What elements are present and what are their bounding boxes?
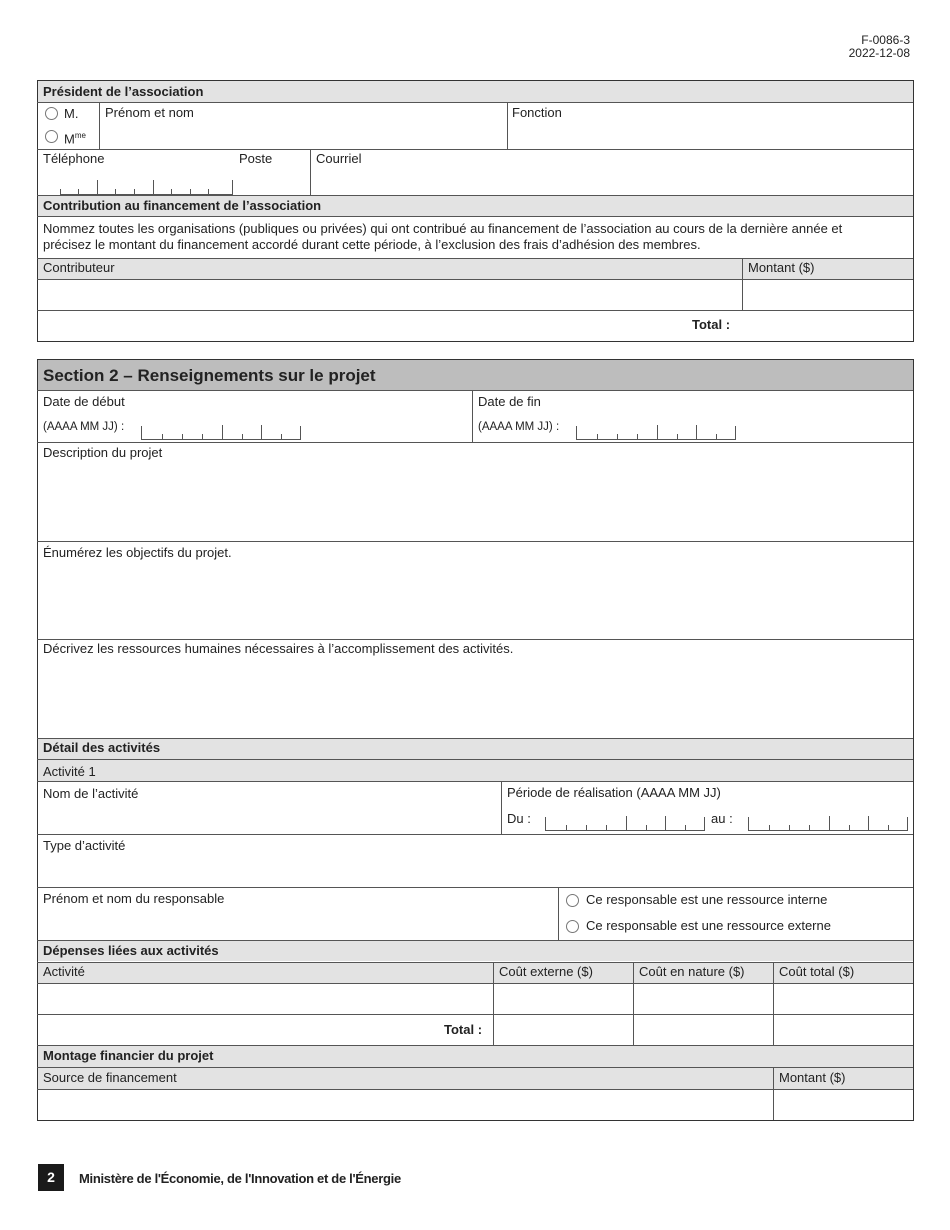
phone-field[interactable] <box>60 181 233 195</box>
activity-name-field[interactable] <box>38 802 500 833</box>
ext-label: Poste <box>239 151 273 166</box>
period-label: Période de réalisation (AAAA MM JJ) <box>507 785 721 800</box>
end-date-field[interactable] <box>576 426 736 440</box>
expense-in-kind-field[interactable] <box>634 984 772 1013</box>
radio-madam[interactable] <box>45 130 58 143</box>
resources-label: Décrivez les ressources humaines nécessaires à l’accomplissement des activités. <box>43 641 514 656</box>
expenses-grand-total-field[interactable] <box>774 1015 912 1044</box>
manager-field[interactable] <box>38 907 557 939</box>
expense-total-field[interactable] <box>774 984 912 1013</box>
end-date-label: Date de fin <box>478 394 541 409</box>
radio-internal[interactable] <box>566 894 579 907</box>
activity-type-field[interactable] <box>38 855 912 886</box>
activities-title: Détail des activités <box>43 740 161 755</box>
form-code: F-0086-3 <box>861 33 910 47</box>
financing-title: Montage financier du projet <box>43 1048 214 1063</box>
objectives-field[interactable] <box>38 562 912 638</box>
period-to-field[interactable] <box>748 817 908 831</box>
expenses-activity-col: Activité <box>43 964 85 979</box>
expenses-in-kind-col: Coût en nature ($) <box>639 964 745 979</box>
expenses-title: Dépenses liées aux activités <box>43 943 219 958</box>
financing-source-field[interactable] <box>38 1090 772 1119</box>
contribution-instructions-1: Nommez toutes les organisations (publiques ou privées) qui ont contribué au financement de l’association au cours de la dernière année et <box>43 221 843 236</box>
president-name-field[interactable] <box>100 120 506 148</box>
president-title: Président de l’association <box>43 84 204 99</box>
contribution-title: Contribution au financement de l’association <box>43 198 322 213</box>
financing-amount-field[interactable] <box>774 1090 912 1119</box>
contributor-field[interactable] <box>38 280 741 309</box>
page-number-badge <box>38 1164 64 1191</box>
description-label: Description du projet <box>43 445 163 460</box>
expenses-external-col: Coût externe ($) <box>499 964 593 979</box>
form-date: 2022-12-08 <box>848 46 910 60</box>
financing-source-col: Source de financement <box>43 1070 177 1085</box>
activity-type-label: Type d’activité <box>43 838 126 853</box>
president-function-field[interactable] <box>508 120 912 148</box>
manager-label: Prénom et nom du responsable <box>43 891 225 906</box>
name-label: Prénom et nom <box>105 105 194 120</box>
from-label: Du : <box>507 811 531 826</box>
expenses-total-col: Coût total ($) <box>779 964 855 979</box>
phone-label: Téléphone <box>43 151 105 166</box>
external-option-label: Ce responsable est une ressource externe <box>586 918 831 933</box>
page-number: 2 <box>47 1169 55 1185</box>
financing-amount-col: Montant ($) <box>779 1070 846 1085</box>
description-field[interactable] <box>38 462 912 540</box>
contribution-instructions-2: précisez le montant du financement accordé durant cette période, à l’exclusion des frais d’adhésion des membres. <box>43 237 701 252</box>
start-date-label: Date de début <box>43 394 125 409</box>
label-mister: M. <box>64 106 79 121</box>
amount-col-header: Montant ($) <box>748 260 815 275</box>
end-date-format: (AAAA MM JJ) : <box>478 421 560 433</box>
function-label: Fonction <box>512 105 562 120</box>
contribution-total-field[interactable] <box>743 311 912 340</box>
contributor-col-header: Contributeur <box>43 260 115 275</box>
label-madam: $M^{me}$ <box>64 131 86 147</box>
email-label: Courriel <box>316 151 362 166</box>
activity-name-label: Nom de l’activité <box>43 786 139 801</box>
expenses-total-in-kind-field[interactable] <box>634 1015 772 1044</box>
radio-external[interactable] <box>566 920 579 933</box>
radio-mister[interactable] <box>45 107 58 120</box>
start-date-field[interactable] <box>141 426 301 440</box>
section2-title: Section 2 – Renseignements sur le projet <box>43 366 376 385</box>
start-date-format: (AAAA MM JJ) : <box>43 421 125 433</box>
email-field[interactable] <box>311 166 912 194</box>
objectives-label: Énumérez les objectifs du projet. <box>43 545 232 560</box>
contribution-total-label: Total : <box>692 317 731 332</box>
resources-field[interactable] <box>38 658 912 737</box>
contribution-amount-field[interactable] <box>743 280 912 309</box>
expenses-total-external-field[interactable] <box>494 1015 632 1044</box>
period-from-field[interactable] <box>545 817 705 831</box>
ministry-name: Ministère de l'Économie, de l'Innovation et de l'Énergie <box>79 1171 401 1186</box>
expense-activity-field[interactable] <box>38 984 492 1013</box>
expenses-total-label: Total : <box>444 1022 483 1037</box>
activity-number: Activité 1 <box>43 764 96 779</box>
internal-option-label: Ce responsable est une ressource interne <box>586 892 828 907</box>
expense-external-field[interactable] <box>494 984 632 1013</box>
to-label: au : <box>711 811 733 826</box>
